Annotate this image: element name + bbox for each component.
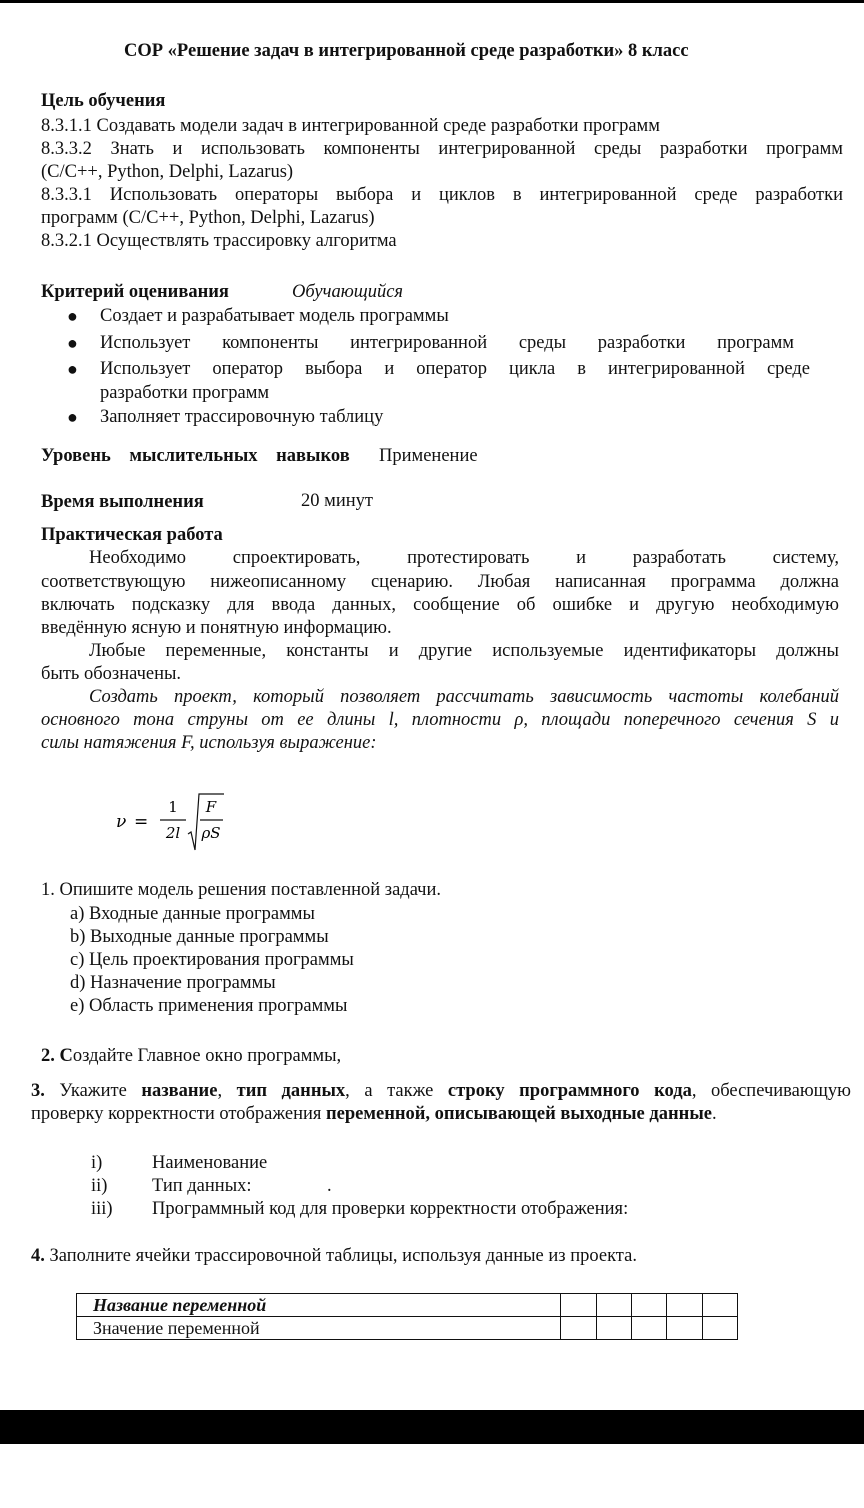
trace-empty-cell[interactable] — [702, 1317, 737, 1340]
table-row — [77, 1317, 738, 1340]
trace-empty-cell[interactable] — [561, 1294, 596, 1317]
string-frequency-formula — [116, 790, 226, 852]
radical-denominator: ρS — [201, 824, 221, 842]
criteria-item-continued: разработки программ — [100, 383, 270, 403]
bottom-black-bar — [0, 1410, 864, 1444]
criteria-item: Создает и разрабатывает модель программы — [100, 306, 449, 326]
trace-value-label-cell: Значение переменной — [77, 1317, 561, 1340]
criteria-subject: Обучающийся — [292, 282, 404, 302]
bullet-icon: ● — [67, 306, 78, 326]
trace-empty-cell[interactable] — [632, 1294, 667, 1317]
trace-empty-cell[interactable] — [702, 1294, 737, 1317]
question-2-text: оздайте Главное окно программы, — [72, 1046, 342, 1066]
q3-item-text: Программный код для проверки корректности отображения: — [152, 1199, 629, 1219]
bottom-margin — [0, 1444, 864, 1508]
goal-line: 8.3.3.1 Использовать операторы выбора и циклов в интегрированной среде разработки — [41, 185, 843, 205]
question-1: 1. Опишите модель решения поставленной задачи. — [41, 880, 442, 900]
level-value: Применение — [379, 446, 478, 466]
criteria-item: Использует компоненты интегрированной среды разработки программ — [100, 333, 794, 353]
question-3-line: 3. Укажите название, тип данных, а также строку программного кода, обеспечивающую — [31, 1081, 851, 1101]
time-label: Время выполнения — [41, 492, 204, 512]
bullet-icon: ● — [67, 333, 78, 353]
q3-item-text: Наименование — [152, 1153, 268, 1173]
trace-header-cell: Название переменной — [77, 1294, 561, 1317]
criteria-item: Использует оператор выбора и оператор цикла в интегрированной среде — [100, 359, 810, 379]
q1-item: e) Область применения программы — [70, 996, 348, 1016]
question-2 — [41, 1045, 341, 1068]
formula-numerator: 1 — [168, 798, 178, 816]
q3-item-number: i) — [91, 1153, 103, 1173]
level-label: Уровень мыслительных навыков — [41, 446, 350, 466]
task-statement: Создать проект, который позволяет рассчитать зависимость частоты колебаний — [89, 687, 839, 707]
trace-empty-cell[interactable] — [596, 1317, 631, 1340]
trace-empty-cell[interactable] — [632, 1317, 667, 1340]
goal-line: 8.3.2.1 Осуществлять трассировку алгоритма — [41, 231, 397, 251]
practical-paragraph: соответствующую нижеописанному сценарию. Любая написанная программа должна — [41, 572, 839, 592]
bullet-icon: ● — [67, 407, 78, 427]
goals-heading: Цель обучения — [41, 91, 166, 111]
question-2-number: 2. С — [41, 1046, 73, 1066]
document-title: СОР «Решение задач в интегрированной среде разработки» 8 класс — [124, 41, 689, 61]
q3-item-text: Тип данных: — [152, 1176, 252, 1196]
goal-line: (C/C++, Python, Delphi, Lazarus) — [41, 162, 294, 182]
practical-paragraph: Любые переменные, константы и другие используемые идентификаторы должны — [89, 641, 839, 661]
practical-paragraph: введённую ясную и понятную информацию. — [41, 618, 392, 638]
practical-paragraph: быть обозначены. — [41, 664, 182, 684]
question-4-text: Заполните ячейки трассировочной таблицы, используя данные из проекта. — [44, 1246, 637, 1266]
task-statement: основного тона струны от ее длины l, плотности ρ, площади поперечного сечения S и — [41, 710, 839, 730]
q3-item-number: ii) — [91, 1176, 108, 1196]
question-3-line: проверку корректности отображения переменной, описывающей выходные данные. — [31, 1104, 717, 1124]
q1-item: a) Входные данные программы — [70, 904, 315, 924]
q1-item: d) Назначение программы — [70, 973, 276, 993]
formula-lhs: ν — [116, 812, 127, 832]
question-4-number: 4. — [31, 1246, 45, 1266]
goal-line: 8.3.1.1 Создавать модели задач в интегрированной среде разработки программ — [41, 116, 660, 136]
q3-item-number: iii) — [91, 1199, 113, 1219]
question-4 — [31, 1245, 637, 1268]
practical-paragraph: Необходимо спроектировать, протестировать и разработать систему, — [89, 548, 839, 568]
table-row — [77, 1294, 738, 1317]
trace-empty-cell[interactable] — [561, 1317, 596, 1340]
practical-paragraph: включать подсказку для ввода данных, сообщение об ошибке и другую необходимую — [41, 595, 839, 615]
formula-equals: = — [134, 812, 149, 832]
radical-numerator: F — [205, 798, 217, 816]
practical-heading: Практическая работа — [41, 525, 223, 545]
trace-table — [76, 1293, 738, 1340]
goal-line: 8.3.3.2 Знать и использовать компоненты интегрированной среды разработки программ — [41, 139, 843, 159]
trace-empty-cell[interactable] — [667, 1317, 702, 1340]
formula-denominator: 2l — [165, 824, 181, 842]
criteria-heading: Критерий оценивания — [41, 282, 229, 302]
trace-empty-cell[interactable] — [667, 1294, 702, 1317]
trace-empty-cell[interactable] — [596, 1294, 631, 1317]
criteria-item: Заполняет трассировочную таблицу — [100, 407, 384, 427]
q1-item: b) Выходные данные программы — [70, 927, 329, 947]
q3-stray-dot: . — [327, 1176, 332, 1196]
q1-item: c) Цель проектирования программы — [70, 950, 354, 970]
goal-line: программ (C/C++, Python, Delphi, Lazarus) — [41, 208, 375, 228]
bullet-icon: ● — [67, 359, 78, 379]
time-value: 20 минут — [301, 491, 373, 511]
task-statement: силы натяжения F, используя выражение: — [41, 733, 377, 753]
